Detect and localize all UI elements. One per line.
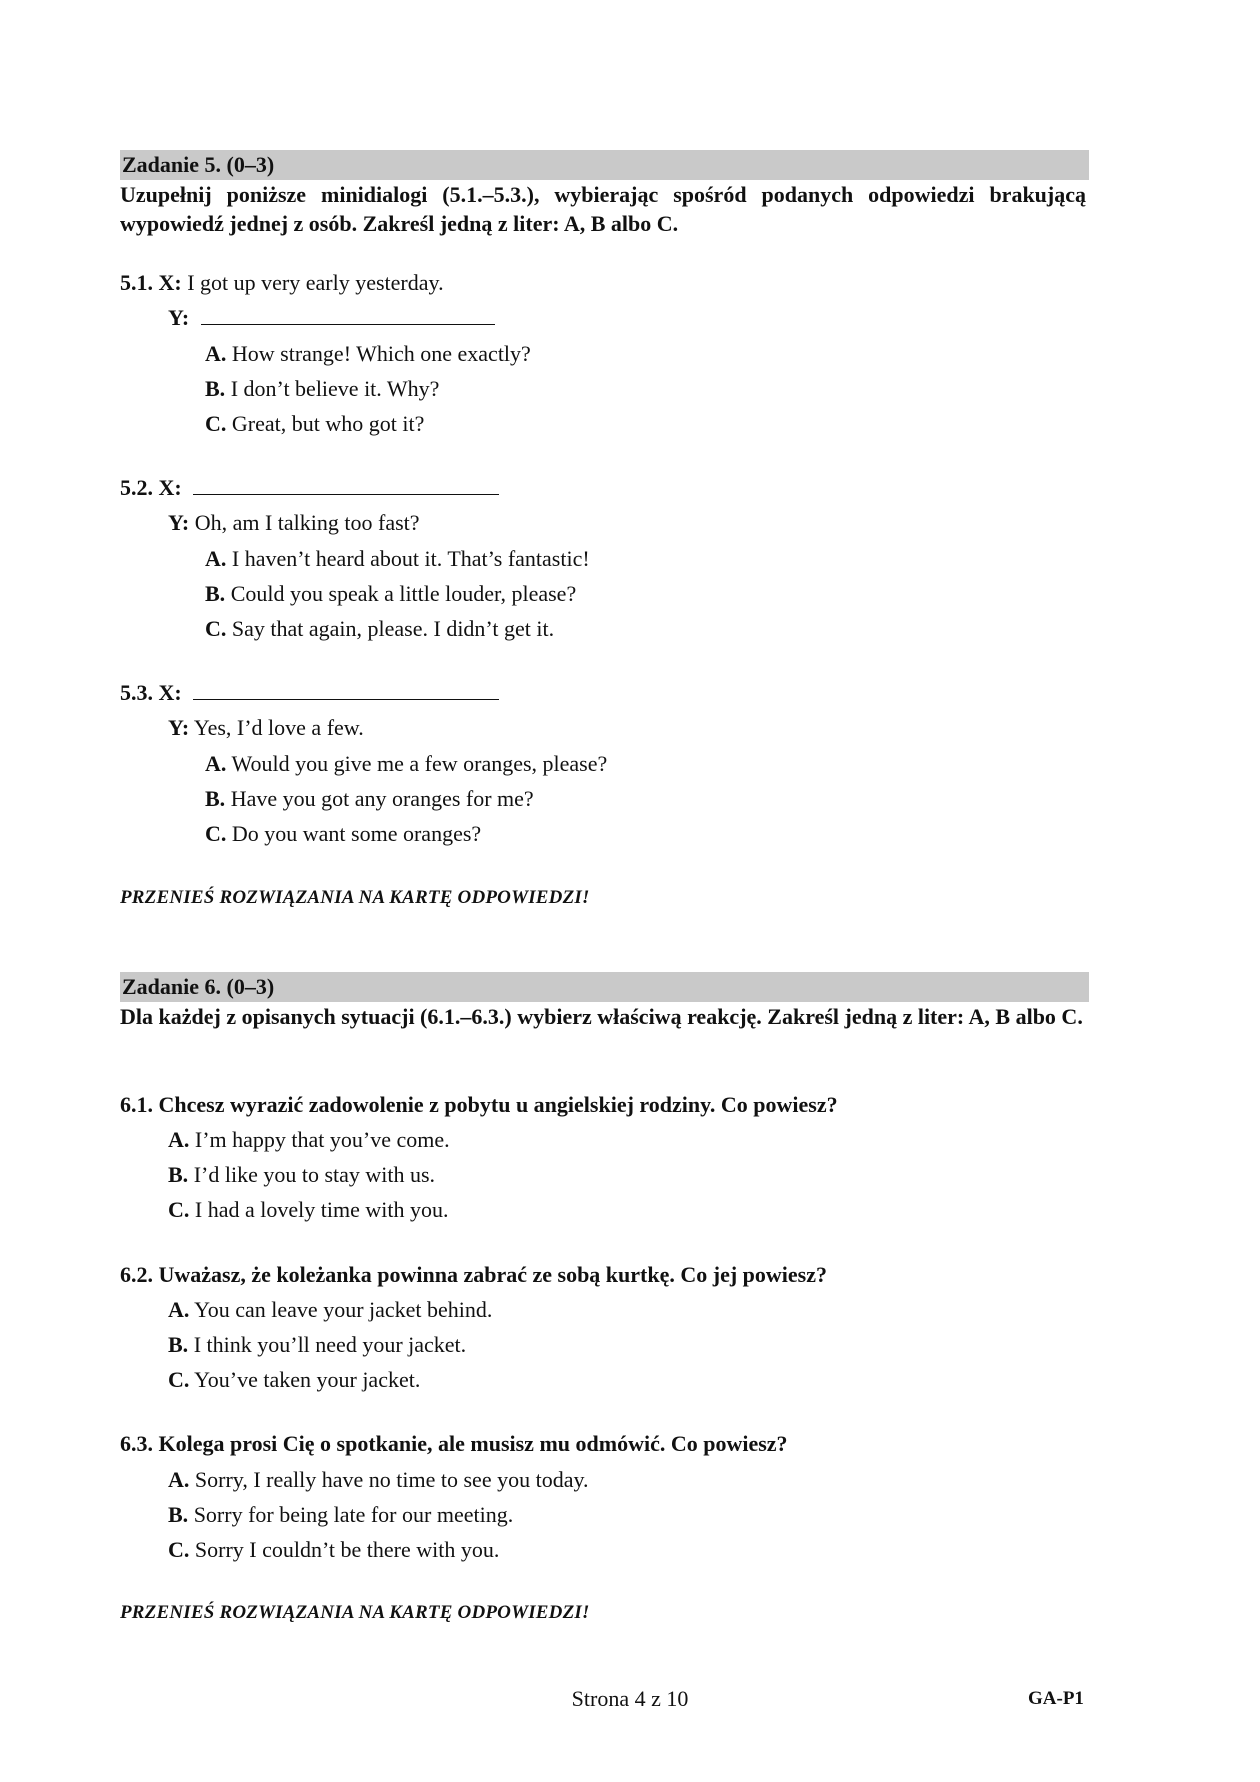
- question-6-2: [120, 1261, 827, 1289]
- option-6-1-a[interactable]: [168, 1126, 450, 1154]
- option-5-2-a[interactable]: [205, 545, 590, 573]
- exam-code: GA-P1: [1028, 1688, 1084, 1709]
- task5-transfer-note: PRZENIEŚ ROZWIĄZANIA NA KARTĘ ODPOWIEDZI!: [120, 887, 590, 908]
- task6-transfer-note: PRZENIEŚ ROZWIĄZANIA NA KARTĘ ODPOWIEDZI!: [120, 1602, 590, 1623]
- item-5-1-y: [168, 304, 495, 332]
- option-text: Great, but who got it?: [231, 411, 425, 436]
- item-5-3-x: [120, 679, 499, 707]
- option-letter: B.: [205, 581, 226, 606]
- option-letter: A.: [168, 1467, 190, 1492]
- option-text: You can leave your jacket behind.: [194, 1297, 493, 1322]
- option-letter: A.: [168, 1297, 190, 1322]
- option-letter: C.: [168, 1537, 190, 1562]
- option-5-1-b[interactable]: [205, 375, 439, 403]
- option-text: Could you speak a little louder, please?: [230, 581, 577, 606]
- y-utterance: Yes, I’d love a few.: [193, 715, 364, 740]
- option-letter: B.: [168, 1502, 189, 1527]
- speaker-x: X:: [158, 270, 182, 295]
- answer-blank: [201, 304, 495, 325]
- question-text: Uważasz, że koleżanka powinna zabrać ze sobą kurtkę. Co jej powiesz?: [158, 1262, 827, 1287]
- x-utterance: I got up very early yesterday.: [187, 270, 444, 295]
- question-6-3: [120, 1430, 788, 1458]
- option-text: Say that again, please. I didn’t get it.: [231, 616, 555, 641]
- option-letter: C.: [205, 821, 227, 846]
- item-5-3-y: [168, 714, 364, 742]
- option-text: I don’t believe it. Why?: [230, 376, 440, 401]
- option-text: Sorry for being late for our meeting.: [193, 1502, 514, 1527]
- speaker-x: X:: [158, 475, 182, 500]
- option-5-3-c[interactable]: [205, 820, 481, 848]
- task5-instruction: Uzupełnij poniższe minidialogi (5.1.–5.3.), wybierając spośród podanych odpowiedzi brakującą wypowiedź jednej z osób. Zakreśl jedną z liter: A, B albo C.: [120, 182, 1086, 236]
- task6-instruction: Dla każdej z opisanych sytuacji (6.1.–6.3.) wybierz właściwą reakcję. Zakreśl jedną z liter: A, B albo C.: [120, 1004, 1083, 1029]
- option-5-2-b[interactable]: [205, 580, 576, 608]
- option-text: Have you got any oranges for me?: [230, 786, 534, 811]
- item-number: 5.2.: [120, 475, 153, 500]
- item-number: 6.3.: [120, 1431, 153, 1456]
- option-5-2-c[interactable]: [205, 615, 554, 643]
- answer-blank: [193, 474, 499, 495]
- option-5-1-c[interactable]: [205, 410, 424, 438]
- option-letter: C.: [205, 616, 227, 641]
- speaker-y: Y:: [168, 305, 190, 330]
- option-6-3-a[interactable]: [168, 1466, 589, 1494]
- option-6-3-c[interactable]: [168, 1536, 499, 1564]
- option-6-1-c[interactable]: [168, 1196, 448, 1224]
- option-letter: A.: [205, 751, 227, 776]
- task6-header: Zadanie 6. (0–3): [120, 972, 1089, 1002]
- speaker-x: X:: [158, 680, 182, 705]
- option-6-3-b[interactable]: [168, 1501, 513, 1529]
- option-letter: B.: [168, 1162, 189, 1187]
- option-5-3-b[interactable]: [205, 785, 534, 813]
- option-letter: A.: [168, 1127, 190, 1152]
- item-5-1-x: [120, 269, 444, 297]
- item-5-2-x: [120, 474, 499, 502]
- option-5-1-a[interactable]: [205, 340, 531, 368]
- option-text: How strange! Which one exactly?: [231, 341, 531, 366]
- question-6-1: [120, 1091, 838, 1119]
- task5-header: Zadanie 5. (0–3): [120, 150, 1089, 180]
- option-letter: B.: [168, 1332, 189, 1357]
- option-6-2-a[interactable]: [168, 1296, 492, 1324]
- option-text: I think you’ll need your jacket.: [193, 1332, 467, 1357]
- option-text: You’ve taken your jacket.: [194, 1367, 421, 1392]
- option-5-3-a[interactable]: [205, 750, 607, 778]
- item-number: 5.1.: [120, 270, 153, 295]
- option-text: Would you give me a few oranges, please?: [231, 751, 608, 776]
- answer-blank: [193, 679, 499, 700]
- option-text: I’d like you to stay with us.: [193, 1162, 436, 1187]
- item-number: 6.2.: [120, 1262, 153, 1287]
- option-letter: A.: [205, 341, 227, 366]
- option-text: Sorry I couldn’t be there with you.: [194, 1537, 500, 1562]
- option-text: Sorry, I really have no time to see you today.: [194, 1467, 589, 1492]
- option-letter: C.: [168, 1197, 190, 1222]
- option-text: I haven’t heard about it. That’s fantastic!: [231, 546, 590, 571]
- speaker-y: Y:: [168, 715, 190, 740]
- option-6-2-b[interactable]: [168, 1331, 466, 1359]
- option-6-2-c[interactable]: [168, 1366, 420, 1394]
- page-number: Strona 4 z 10: [571, 1686, 689, 1711]
- item-number: 6.1.: [120, 1092, 153, 1117]
- option-letter: B.: [205, 376, 226, 401]
- option-6-1-b[interactable]: [168, 1161, 435, 1189]
- option-letter: A.: [205, 546, 227, 571]
- option-text: I’m happy that you’ve come.: [194, 1127, 450, 1152]
- option-letter: C.: [168, 1367, 190, 1392]
- y-utterance: Oh, am I talking too fast?: [194, 510, 420, 535]
- item-5-2-y: [168, 509, 420, 537]
- option-text: Do you want some oranges?: [231, 821, 482, 846]
- item-number: 5.3.: [120, 680, 153, 705]
- option-letter: C.: [205, 411, 227, 436]
- question-text: Chcesz wyrazić zadowolenie z pobytu u angielskiej rodziny. Co powiesz?: [158, 1092, 838, 1117]
- option-text: I had a lovely time with you.: [194, 1197, 449, 1222]
- question-text: Kolega prosi Cię o spotkanie, ale musisz mu odmówić. Co powiesz?: [158, 1431, 788, 1456]
- option-letter: B.: [205, 786, 226, 811]
- speaker-y: Y:: [168, 510, 190, 535]
